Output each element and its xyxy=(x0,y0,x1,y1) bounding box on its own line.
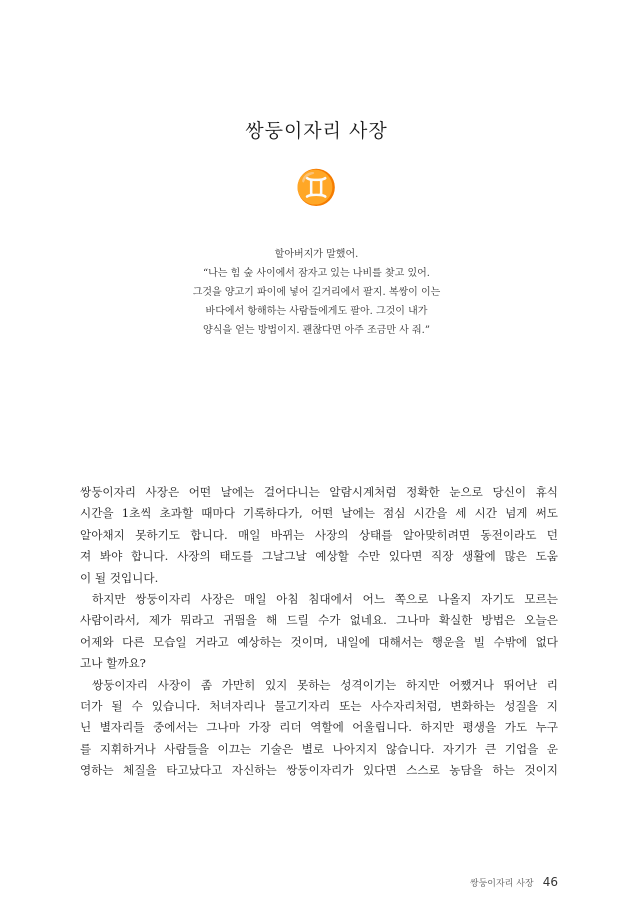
body-line: 알아채지 못하기도 합니다. 매일 바뀌는 사장의 상태를 알아맞히려면 동전이라도 던 xyxy=(80,527,558,542)
chapter-title: 쌍둥이자리 사장 xyxy=(245,120,388,142)
body-line: 쌍둥이자리 사장이 좀 가만히 있지 못하는 성격이기는 하지만 어쨌거나 뛰어난 리 xyxy=(92,677,558,692)
body-line: 닌 별자리들 중에서는 그나마 가장 리더 역할에 어울립니다. 하지만 평생을 가도 누구 xyxy=(80,720,558,735)
page-number: 46 xyxy=(542,875,558,889)
running-title: 쌍둥이자리 사장 xyxy=(469,879,534,889)
body-line: 영하는 체질을 타고났다고 자신하는 쌍둥이자리가 있다면 스스로 농담을 하는 것이지 xyxy=(80,763,558,778)
epigraph-line: 양식을 얻는 방법이지. 괜찮다면 아주 조금만 사 줘.” xyxy=(203,325,430,336)
body-line: 하지만 쌍둥이자리 사장은 매일 아침 침대에서 어느 쪽으로 나올지 자기도 모르는 xyxy=(92,592,558,607)
body-line: 어제와 다른 모습일 거라고 예상하는 것이며, 내일에 대해서는 행운을 빌 수밖에 없다 xyxy=(80,634,558,649)
body-line: 를 지휘하거나 사람들을 이끄는 기술은 별로 나아지지 않습니다. 자기가 큰 기업을 운 xyxy=(80,741,558,756)
epigraph xyxy=(0,245,633,340)
epigraph-line: 바다에서 항해하는 사람들에게도 팔아. 그것이 내가 xyxy=(205,306,428,317)
epigraph-line: 그것을 양고기 파이에 넣어 길거리에서 팔지. 복쌍이 이는 xyxy=(192,287,441,298)
epigraph-line: “나는 힘 숲 사이에서 잠자고 있는 나비를 찾고 있어. xyxy=(203,268,430,279)
body-line: 쌍둥이자리 사장은 어떤 날에는 걸어다니는 알람시계처럼 정확한 눈으로 당신이 휴식 xyxy=(80,485,558,499)
epigraph-line: 할아버지가 말했어. xyxy=(274,249,359,260)
gemini-icon: ♊ xyxy=(295,168,338,208)
body-text xyxy=(80,482,558,782)
body-line: 사람이라서, 제가 뭐라고 귀띔을 해 드릴 수가 없네요. 그나마 확실한 방법은 오늘은 xyxy=(80,613,558,628)
page-footer xyxy=(470,871,558,890)
body-line: 져 봐야 합니다. 사장의 태도를 그날그날 예상할 수만 있다면 직장 생활에 많은 도움 xyxy=(80,549,558,564)
body-line: 이 될 것입니다. xyxy=(80,570,159,585)
body-line: 고나 할까요? xyxy=(80,656,146,671)
body-line: 더가 될 수 있습니다. 처녀자리나 물고기자리 또는 사수자리처럼, 변화하는 성질을 지 xyxy=(80,699,558,714)
body-line: 시간을 1초씩 초과할 때마다 기록하다가, 어떤 날에는 점심 시간을 세 시간 넘게 써도 xyxy=(80,506,558,521)
